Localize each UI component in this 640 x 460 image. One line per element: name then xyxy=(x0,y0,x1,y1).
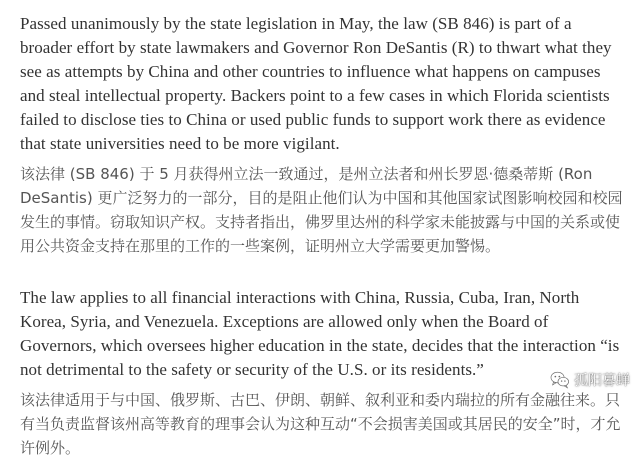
watermark xyxy=(550,370,630,390)
article-body xyxy=(20,12,626,460)
paragraph-chinese-1: 该法律 (SB 846) 于 5 月获得州立法一致通过，是州立法者和州长罗恩·德桑蒂斯 (Ron DeSantis) 更广泛努力的一部分，目的是阻止他们认为中国和其他国家试图影响校园和校园发生的事情。窃取知识产权。支持者指出，佛罗里达州的科学家未能披露与中国的关系或使用公共资金支持在那里的工作的一些案例，证明州立大学需要更加警惕。 xyxy=(20,165,623,255)
watermark-text: 孤阳暮蝉 xyxy=(574,373,630,389)
paragraph-english-2: The law applies to all financial interactions with China, Russia, Cuba, Iran, North Korea, Syria, and Venezuela. Exceptions are allowed only when the Board of Governors, which oversees higher education in the state, decides that the interaction “is not detrimental to the safety or security of the U.S. or its residents.” xyxy=(20,288,620,379)
wechat-icon xyxy=(550,371,570,389)
paragraph-spacer xyxy=(20,258,626,286)
paragraph-chinese-2: 该法律适用于与中国、俄罗斯、古巴、伊朗、朝鲜、叙利亚和委内瑞拉的所有金融往来。只有当负责监督该州高等教育的理事会认为这种互动“不会损害美国或其居民的安全”时，才允许例外。 xyxy=(20,391,621,457)
paragraph-english-1: Passed unanimously by the state legislation in May, the law (SB 846) is part of a broader effort by state lawmakers and Governor Ron DeSantis (R) to thwart what they see as attempts by China and other countries to influence what happens on campuses and steal intellectual property. Backers point to a few cases in which Florida scientists failed to disclose ties to China or used public funds to support work there as evidence that state universities need to be more vigilant. xyxy=(20,14,612,153)
